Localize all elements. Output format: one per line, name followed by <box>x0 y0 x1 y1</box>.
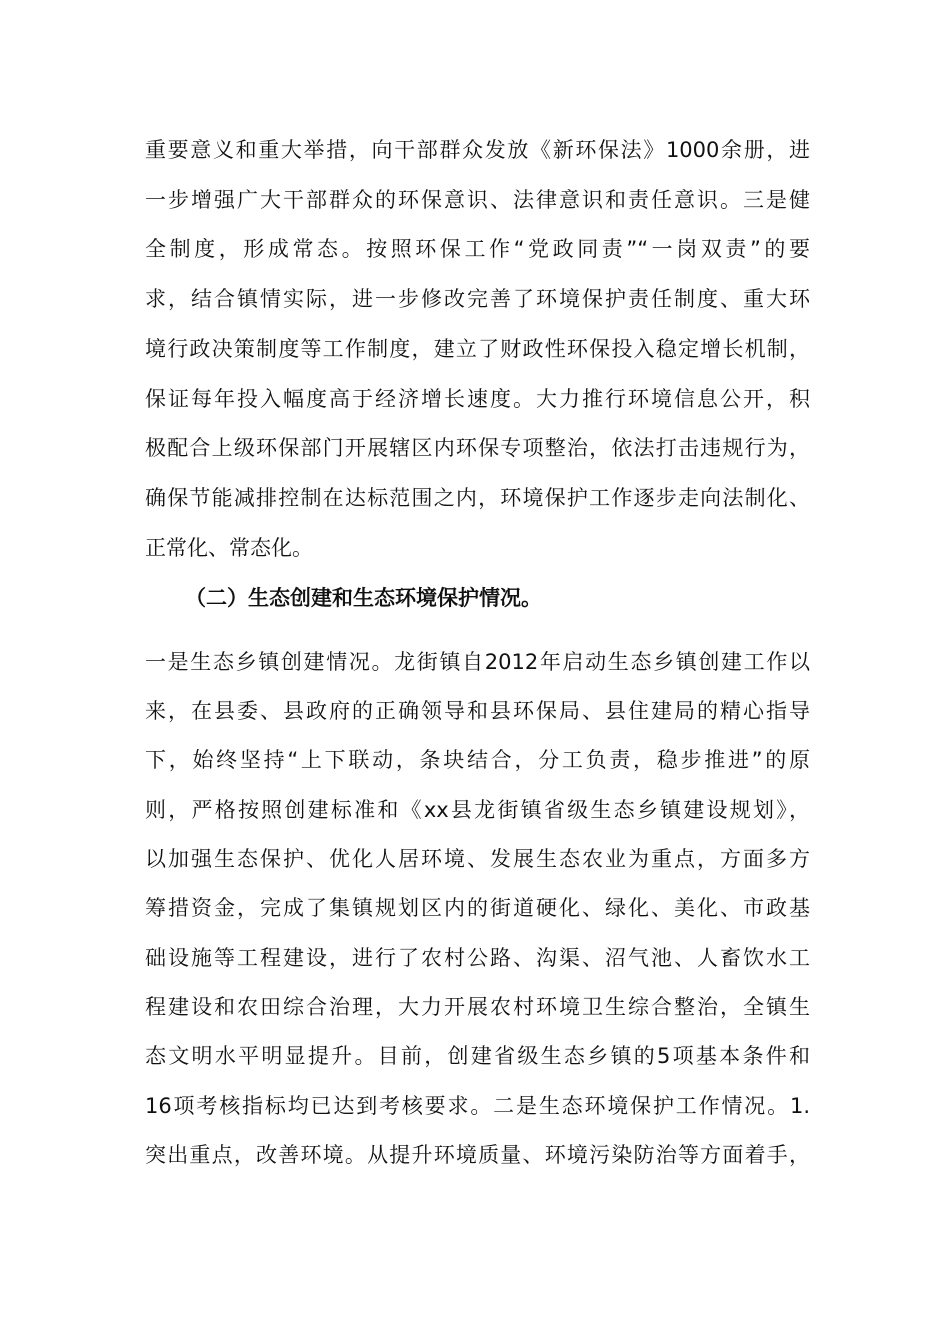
paragraph-line: 确保节能减排控制在达标范围之内，环境保护工作逐步走向法制化、 <box>145 486 810 510</box>
paragraph-line: 全制度，形成常态。按照环保工作“党政同责”“一岗双责”的要 <box>145 237 810 261</box>
paragraph-line: 则，严格按照创建标准和《xx县龙街镇省级生态乡镇建设规划》， <box>145 798 810 822</box>
paragraph-line: 极配合上级环保部门开展辖区内环保专项整治，依法打击违规行为， <box>145 436 810 460</box>
paragraph-line: 以加强生态保护、优化人居环境、发展生态农业为重点，方面多方 <box>145 847 810 871</box>
paragraph-line: 一步增强广大干部群众的环保意识、法律意识和责任意识。三是健 <box>145 188 810 212</box>
paragraph-line: 来，在县委、县政府的正确领导和县环保局、县住建局的精心指导 <box>145 699 810 723</box>
paragraph-line: 正常化、常态化。 <box>145 536 313 560</box>
paragraph-line: 突出重点，改善环境。从提升环境质量、环境污染防治等方面着手， <box>145 1143 810 1167</box>
section-heading: （二）生态创建和生态环境保护情况。 <box>185 586 542 610</box>
paragraph-line: 求，结合镇情实际，进一步修改完善了环境保护责任制度、重大环 <box>145 287 810 311</box>
paragraph-line: 境行政决策制度等工作制度，建立了财政性环保投入稳定增长机制， <box>145 337 810 361</box>
paragraph-line: 重要意义和重大举措，向干部群众发放《新环保法》1000余册，进 <box>145 138 810 162</box>
paragraph-line: 程建设和农田综合治理，大力开展农村环境卫生综合整治，全镇生 <box>145 995 810 1019</box>
paragraph-line: 下，始终坚持“上下联动，条块结合，分工负责，稳步推进”的原 <box>145 748 810 772</box>
paragraph-line: 筹措资金，完成了集镇规划区内的街道硬化、绿化、美化、市政基 <box>145 896 810 920</box>
paragraph-line: 16项考核指标均已达到考核要求。二是生态环境保护工作情况。1. <box>145 1094 810 1118</box>
paragraph-line: 一是生态乡镇创建情况。龙街镇自2012年启动生态乡镇创建工作以 <box>145 650 810 674</box>
paragraph-line: 础设施等工程建设，进行了农村公路、沟渠、沼气池、人畜饮水工 <box>145 946 810 970</box>
paragraph-line: 态文明水平明显提升。目前，创建省级生态乡镇的5项基本条件和 <box>145 1044 810 1068</box>
paragraph-line: 保证每年投入幅度高于经济增长速度。大力推行环境信息公开，积 <box>145 387 810 411</box>
